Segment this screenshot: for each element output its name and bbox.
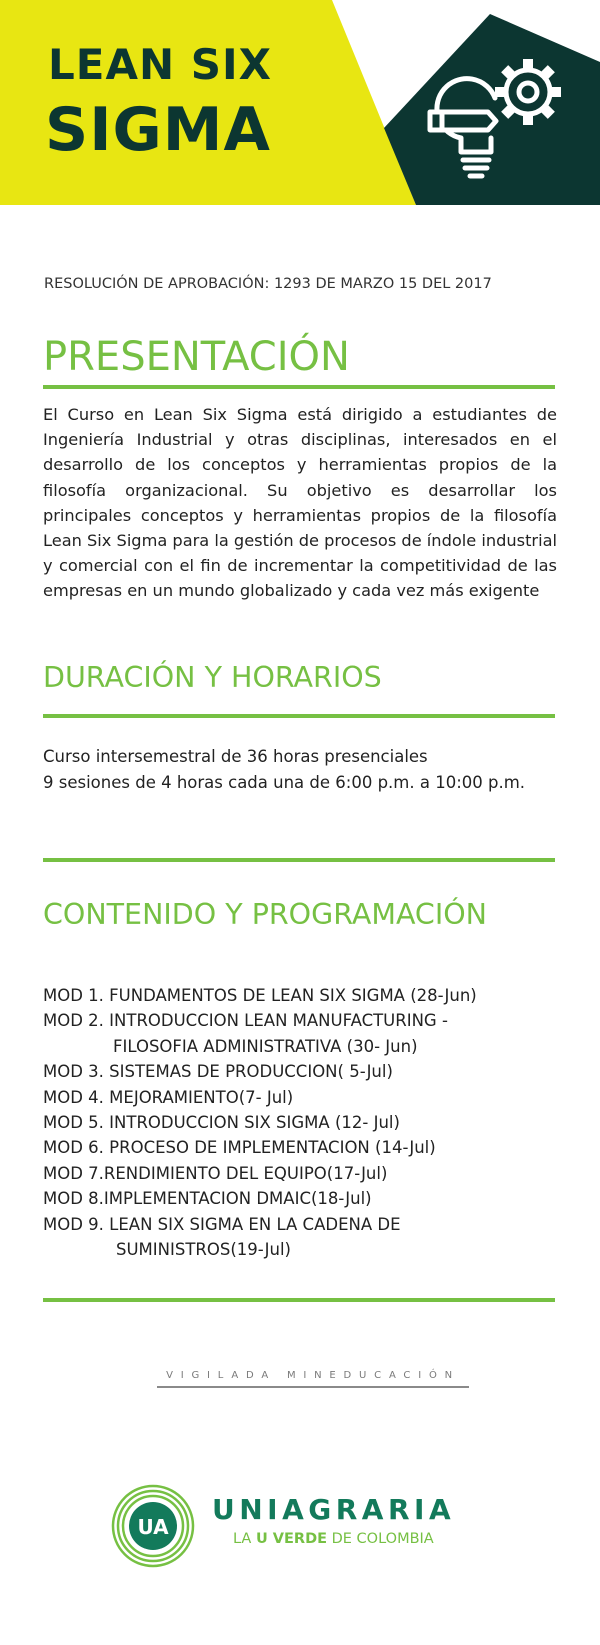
list-item: [43, 1085, 563, 1110]
list-item: [43, 1135, 563, 1160]
duracion-line: Curso intersemestral de 36 horas presenciales: [43, 747, 428, 766]
list-item: [43, 1008, 563, 1059]
header-banner: [0, 0, 600, 205]
list-item: [43, 983, 563, 1008]
module-label: MOD 7.RENDIMIENTO DEL EQUIPO(17-Jul): [43, 1163, 388, 1183]
presentacion-body: El Curso en Lean Six Sigma está dirigido a estudiantes de Ingeniería Industrial y otras disciplinas, interesados en el desarrollo de los conceptos y herramientas propios de la filosofía organizacional. Su objetivo es desarrollar los principales conceptos y herramientas propios de la filosofía Lean Six Sigma para la gestión de procesos de índole industrial y comercial con el fin de incrementar la competitividad de las empresas en un mundo globalizado y cada vez más exigente: [43, 405, 557, 601]
module-label: MOD 9. LEAN SIX SIGMA EN LA CADENA DE: [43, 1214, 401, 1234]
tagline-bold: U VERDE: [255, 1531, 328, 1547]
module-list: [43, 983, 563, 1262]
module-label: MOD 2. INTRODUCCION LEAN MANUFACTURING -: [43, 1011, 448, 1031]
vigilada-mineducacion: VIGILADA MINEDUCACIÓN: [157, 1370, 469, 1388]
module-label-continued: SUMINISTROS(19-Jul): [116, 1240, 291, 1260]
duracion-body: [43, 744, 563, 795]
module-label: MOD 1. FUNDAMENTOS DE LEAN SIX SIGMA (28-Jun): [43, 986, 477, 1005]
presentacion-heading: PRESENTACIÓN: [43, 334, 350, 380]
duracion-bottom-divider: [43, 858, 555, 862]
duracion-divider: [43, 714, 555, 718]
uniagraria-wordmark: UNIAGRARIA: [212, 1493, 456, 1526]
list-item: [43, 1161, 563, 1186]
tagline-suffix: DE COLOMBIA: [327, 1531, 434, 1547]
uniagraria-logo-icon: [111, 1484, 195, 1572]
list-item: [43, 1110, 563, 1135]
uniagraria-tagline: [233, 1532, 434, 1547]
course-title-line2: SIGMA: [45, 95, 271, 165]
presentacion-divider: [43, 385, 555, 389]
duracion-heading: DURACIÓN Y HORARIOS: [43, 661, 382, 694]
course-title-line1: LEAN SIX: [48, 40, 272, 89]
duracion-line: 9 sesiones de 4 horas cada una de 6:00 p.m. a 10:00 p.m.: [43, 772, 526, 792]
list-item: [43, 1059, 563, 1084]
contenido-bottom-divider: [43, 1298, 555, 1302]
module-label: MOD 5. INTRODUCCION SIX SIGMA (12- Jul): [43, 1113, 400, 1133]
module-label: MOD 4. MEJORAMIENTO(7- Jul): [43, 1087, 294, 1107]
module-label: MOD 3. SISTEMAS DE PRODUCCION( 5-Jul): [43, 1062, 393, 1082]
list-item: [43, 1212, 563, 1263]
contenido-heading: CONTENIDO Y PROGRAMACIÓN: [43, 898, 487, 931]
module-label-continued: FILOSOFIA ADMINISTRATIVA (30- Jun): [113, 1036, 418, 1056]
module-label: MOD 6. PROCESO DE IMPLEMENTACION (14-Jul): [43, 1138, 436, 1158]
tagline-prefix: LA: [233, 1531, 256, 1547]
module-label: MOD 8.IMPLEMENTACION DMAIC(18-Jul): [43, 1189, 372, 1209]
resolution-text: RESOLUCIÓN DE APROBACIÓN: 1293 DE MARZO 15 DEL 2017: [44, 276, 492, 292]
list-item: [43, 1186, 563, 1211]
logo-initials: UA: [137, 1515, 169, 1539]
